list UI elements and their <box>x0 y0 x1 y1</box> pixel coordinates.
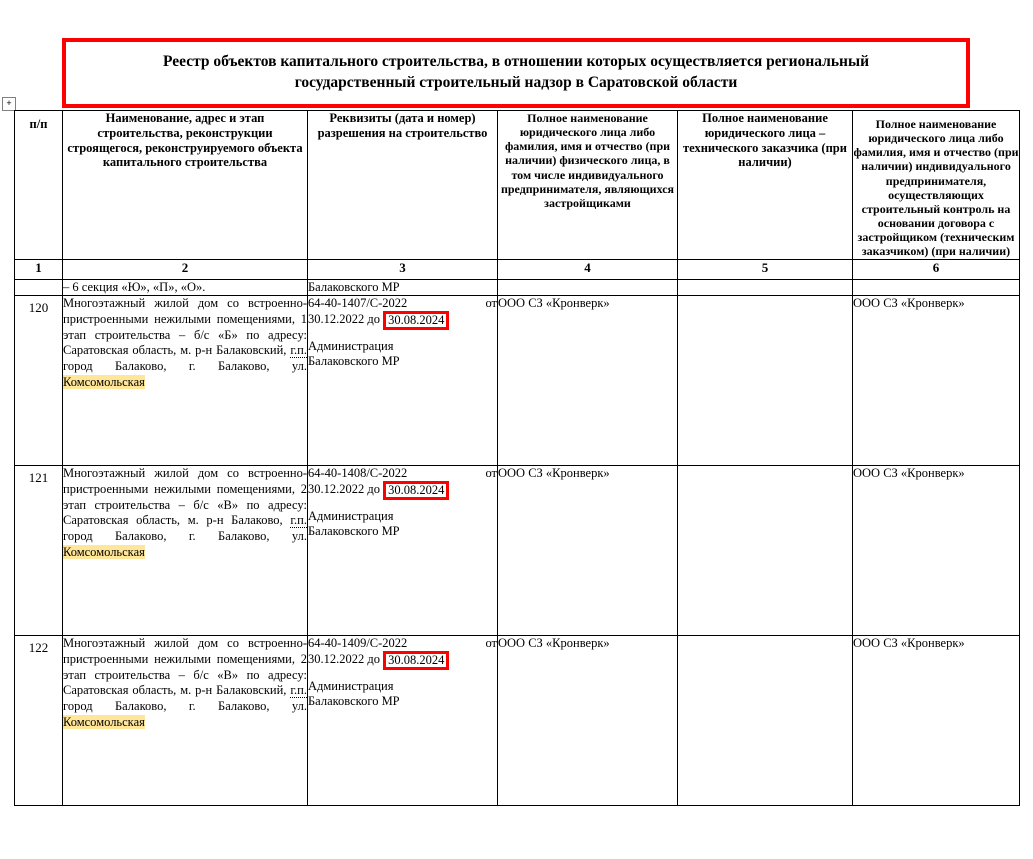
developer-cell: ООО СЗ «Кронверк» <box>498 636 678 806</box>
construction-control-cell: ООО СЗ «Кронверк» <box>853 466 1020 636</box>
row-number: 122 <box>15 636 63 806</box>
object-name-text-2: город Балаково, г. Балаково, ул. <box>63 528 307 543</box>
permit-date-line <box>308 482 497 498</box>
tech-customer-cell <box>678 296 853 466</box>
document-title-line-1: Реестр объектов капитального строительства, в отношении которых осуществляется региональный <box>162 53 870 70</box>
permit-date: 30.12.2022 до <box>308 311 380 326</box>
permit-from-label: от <box>485 466 497 481</box>
col-number-3: 3 <box>308 259 498 279</box>
object-name-text: Многоэтажный жилой дом со встроенно-пристроенными нежилыми помещениями, 2 этап строительства – б/с «В» по адресу: Саратовская область, м. р-н Балаковский, <box>63 636 307 698</box>
permit-authority-line-2: Балаковского МР <box>308 694 400 709</box>
permit-authority-line-2: Балаковского МР <box>308 354 400 369</box>
column-number-row <box>15 259 1020 279</box>
table-row-clipped <box>15 279 1020 296</box>
permit-line <box>308 466 497 482</box>
clipped-tech-customer <box>678 279 853 296</box>
permit-cell <box>308 636 498 806</box>
col-number-2: 2 <box>63 259 308 279</box>
permit-date-line <box>308 312 497 328</box>
clipped-permit: Балаковского МР <box>308 279 498 296</box>
permit-number: 64-40-1408/С-2022 <box>308 466 408 481</box>
expand-plus-icon[interactable]: + <box>2 97 16 111</box>
object-name-cell <box>63 296 308 466</box>
object-name-highlight: Комсомольская <box>63 544 145 559</box>
permit-date: 30.12.2022 до <box>308 651 380 666</box>
permit-authority-line-1: Администрация <box>308 678 394 693</box>
object-name-cell <box>63 466 308 636</box>
permit-deadline-marker: 30.08.2024 <box>383 481 449 500</box>
clipped-num <box>15 279 63 296</box>
permit-from-label: от <box>485 636 497 651</box>
document-title-banner <box>62 38 970 108</box>
clipped-object-name: – 6 секция «Ю», «П», «О». <box>63 279 308 296</box>
registry-table <box>14 110 1020 806</box>
permit-authority-line-1: Администрация <box>308 338 394 353</box>
permit-authority-line-1: Администрация <box>308 508 394 523</box>
tech-customer-cell <box>678 466 853 636</box>
developer-cell: ООО СЗ «Кронверк» <box>498 296 678 466</box>
table-row <box>15 636 1020 806</box>
permit-date: 30.12.2022 до <box>308 481 380 496</box>
object-name-text: Многоэтажный жилой дом со встроенно-пристроенными нежилыми помещениями, 1 этап строительства – б/с «Б» по адресу: Саратовская область, м. р-н Балаковский, <box>63 296 307 358</box>
object-name-highlight: Комсомольская <box>63 374 145 389</box>
header-col-5: Полное наименование юридического лица – технического заказчика (при наличии) <box>678 111 853 260</box>
header-col-6: Полное наименование юридического лица либо фамилия, имя и отчество (при наличии) индивидуального предпринимателя, осуществляющих строительный контроль на основании договора с застройщиком (техническим заказчиком) (при наличии) <box>853 111 1020 260</box>
object-name-abbr: г.п. <box>290 343 307 358</box>
permit-number: 64-40-1409/С-2022 <box>308 636 408 651</box>
table-row <box>15 296 1020 466</box>
object-name-text: Многоэтажный жилой дом со встроенно-пристроенными нежилыми помещениями, 2 этап строительства – б/с «В» по адресу: Саратовская область, м. р-н Балаково, <box>63 466 307 528</box>
permit-line <box>308 636 497 652</box>
row-number: 121 <box>15 466 63 636</box>
object-name-text-2: город Балаково, г. Балаково, ул. <box>63 358 307 373</box>
permit-date-line <box>308 652 497 668</box>
construction-control-cell: ООО СЗ «Кронверк» <box>853 636 1020 806</box>
permit-from-label: от <box>485 296 497 311</box>
permit-number: 64-40-1407/С-2022 <box>308 296 408 311</box>
header-col-4: Полное наименование юридического лица либо фамилия, имя и отчество (при наличии) физического лица, в том числе индивидуального предпринимателя, являющихся застройщиками <box>498 111 678 260</box>
permit-deadline-marker: 30.08.2024 <box>383 651 449 670</box>
permit-cell <box>308 466 498 636</box>
clipped-control <box>853 279 1020 296</box>
document-title-line-2: государственный строительный надзор в Саратовской области <box>294 74 738 92</box>
permit-cell <box>308 296 498 466</box>
object-name-abbr: г.п. <box>290 683 307 698</box>
developer-cell: ООО СЗ «Кронверк» <box>498 466 678 636</box>
table-row <box>15 466 1020 636</box>
col-number-6: 6 <box>853 259 1020 279</box>
clipped-developer <box>498 279 678 296</box>
construction-control-cell: ООО СЗ «Кронверк» <box>853 296 1020 466</box>
object-name-cell <box>63 636 308 806</box>
permit-authority-line-2: Балаковского МР <box>308 524 400 539</box>
object-name-highlight: Комсомольская <box>63 714 145 729</box>
col-number-5: 5 <box>678 259 853 279</box>
header-col-3: Реквизиты (дата и номер) разрешения на строительство <box>308 111 498 260</box>
tech-customer-cell <box>678 636 853 806</box>
object-name-text-2: город Балаково, г. Балаково, ул. <box>63 698 307 713</box>
row-number: 120 <box>15 296 63 466</box>
table-header-row <box>15 111 1020 260</box>
permit-line <box>308 296 497 312</box>
header-col-2: Наименование, адрес и этап строительства, реконструкции строящегося, реконструируемого объекта капитального строительства <box>63 111 308 260</box>
col-number-4: 4 <box>498 259 678 279</box>
object-name-abbr: г.п. <box>290 513 307 528</box>
permit-deadline-marker: 30.08.2024 <box>383 311 449 330</box>
col-number-1: 1 <box>15 259 63 279</box>
header-col-1: п/п <box>15 111 63 260</box>
